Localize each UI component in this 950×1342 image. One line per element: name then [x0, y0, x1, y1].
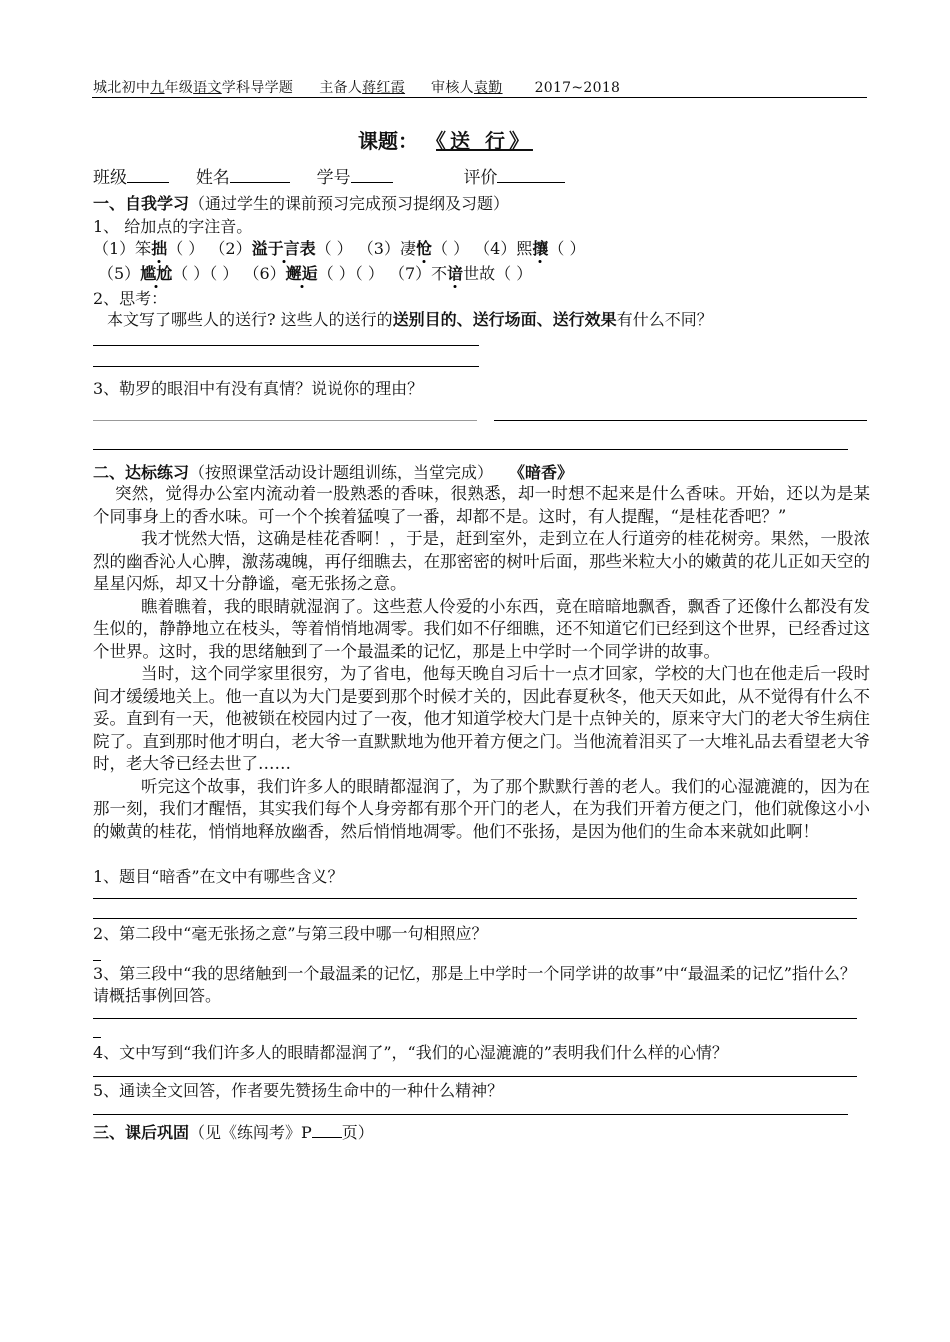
title-text: 《送 行》: [436, 129, 533, 153]
reviewer-label: 审核人: [431, 80, 474, 96]
header-divider: [92, 97, 867, 98]
section1-note: （通过学生的课前预习完成预习提纲及习题）: [189, 194, 510, 213]
answer-line[interactable]: [93, 960, 101, 961]
section1-q2: 2、思考：: [93, 289, 168, 308]
section1-heading: 一、自我学习（通过学生的课前预习完成预习提纲及习题）: [93, 194, 510, 213]
section3-note-b: 页）: [341, 1123, 374, 1142]
answer-line[interactable]: [93, 1076, 857, 1077]
title-label: 课题：: [358, 129, 418, 153]
grade-suffix: 年级: [164, 80, 194, 96]
answer-line[interactable]: [93, 918, 857, 919]
section2-note: （按照课堂活动设计题组训练，当堂完成）: [189, 463, 494, 482]
answer-line[interactable]: [93, 366, 479, 367]
section3-note-a: （见《练闯考》P: [189, 1123, 312, 1142]
id-label: 学号: [316, 168, 351, 188]
id-field[interactable]: [351, 168, 393, 183]
pinyin-row-1: （1）笨拙（ ） （2）溢于言表（ ） （3）凄怆（ ） （4）熙攘（ ）: [93, 239, 586, 258]
section1-q2-text: 本文写了哪些人的送行? 这些人的送行的送别目的、送行场面、送行效果有什么不同？: [107, 310, 713, 329]
subject-value: 语文: [193, 80, 222, 96]
answer-line[interactable]: [93, 898, 857, 899]
article-paragraph: 我才恍然大悟，这确是桂花香啊！，于是，赶到室外，走到立在人行道旁的桂花树旁。果然，一股浓烈的幽香沁人心脾，激荡魂魄，再仔细瞧去，在那密密的树叶后面，那些米粒大小的嫩黄的花儿正如天空的星星闪烁，却又十分静谧，毫无张扬之意。: [93, 529, 870, 593]
answer-line[interactable]: [93, 449, 848, 450]
answer-line[interactable]: [494, 420, 867, 421]
answer-line[interactable]: [93, 345, 479, 346]
preparer-label: 主备人: [319, 80, 363, 96]
section1-q3: 3、勒罗的眼泪中有没有真情？说说你的理由？: [93, 379, 424, 398]
article-paragraph: 突然，觉得办公室内流动着一股熟悉的香味，很熟悉，却一时想不起来是什么香味。开始，还以为是某个同事身上的香水味。可一个个挨着猛嗅了一番，却都不是。这时，有人提醒，“是桂花香吧？”: [93, 484, 870, 526]
answer-line[interactable]: [93, 1018, 857, 1019]
section3-heading: 三、课后巩固（见《练闯考》P 页）: [93, 1123, 374, 1142]
grade-value: 九: [150, 80, 165, 96]
answer-line[interactable]: [93, 1114, 848, 1115]
page-title: [358, 125, 551, 154]
article-paragraph: 听完这个故事，我们许多人的眼睛都湿润了，为了那个默默行善的老人。我们的心湿漉漉的，因为在那一刻，我们才醒悟，其实我们每个人身旁都有那个开门的老人，在为我们开着方便之门，他们就像这小小的嫩黄的桂花，悄悄地释放幽香，然后悄悄地凋零。他们不张扬，是因为他们的生命本来就如此啊！: [93, 776, 870, 841]
article-paragraph: 瞧着瞧着，我的眼睛就湿润了。这些惹人伶爱的小东西，竟在暗暗地飘香，飘香了还像什么都没有发生似的，静静地立在枝头，等着悄悄地凋零。我们如不仔细瞧，还不知道它们已经到这个世界，已经香过这个世界。这时，我的思绪触到了一个最温柔的记忆，那是上中学时一个同学讲的故事。: [93, 596, 870, 661]
name-field[interactable]: [230, 168, 290, 183]
eval-field[interactable]: [497, 168, 565, 183]
answer-line[interactable]: [93, 420, 477, 421]
header-line: [93, 77, 620, 97]
answer-line[interactable]: [93, 1037, 101, 1038]
question-2: 2、第二段中“毫无张扬之意”与第三段中哪一句相照应？: [93, 924, 488, 943]
article-body: [93, 483, 870, 843]
question-5: 5、通读全文回答，作者要先赞扬生命中的一种什么精神？: [93, 1081, 504, 1100]
question-3: 3、第三段中“我的思绪触到一个最温柔的记忆，那是上中学时一个同学讲的故事”中“最温柔的记忆”指什么？请概括事例回答。: [93, 964, 856, 1005]
subject-suffix: 学科导学题: [221, 80, 294, 96]
section1-q1: 1、 给加点的字注音。: [93, 217, 253, 236]
class-label: 班级: [93, 168, 127, 188]
page-number-field[interactable]: [312, 1124, 342, 1138]
article-title: 《暗香》: [509, 463, 574, 482]
eval-label: 评价: [463, 168, 498, 188]
pinyin-row-2: （5）尴尬（ ）（ ） （6）邂逅（ ）（ ） （7）不谙世故（ ）: [98, 264, 533, 283]
reviewer-name: 袁勤: [473, 80, 503, 96]
class-field[interactable]: [127, 168, 169, 183]
question-4: 4、文中写到“我们许多人的眼睛都湿润了”，“我们的心湿漉漉的”表明我们什么样的心情？: [93, 1043, 728, 1062]
school-year: 2017~2018: [534, 80, 621, 96]
student-info-row: [93, 163, 565, 188]
section2-heading: 二、达标练习（按照课堂活动设计题组训练，当堂完成） 《暗香》: [93, 463, 574, 482]
name-label: 姓名: [195, 168, 230, 188]
school-name: 城北初中: [93, 80, 151, 96]
question-1: 1、题目“暗香”在文中有哪些含义？: [93, 867, 344, 886]
article-paragraph: 当时，这个同学家里很穷，为了省电，他每天晚自习后十一点才回家，学校的大门也在他走后一段时间才缓缓地关上。他一直以为大门是要到那个时候才关的，因此春夏秋冬，他天天如此，从不觉得有什么不妥。直到有一天，他被锁在校园内过了一夜，他才知道学校大门是十点钟关的，原来守大门的老大爷生病住院了。直到那时他才明白，老大爷一直默默地为他开着方便之门。当他流着泪买了一大堆礼品去看望老大爷时，老大爷已经去世了……: [93, 664, 870, 773]
preparer-name: 蒋红霞: [362, 80, 406, 96]
